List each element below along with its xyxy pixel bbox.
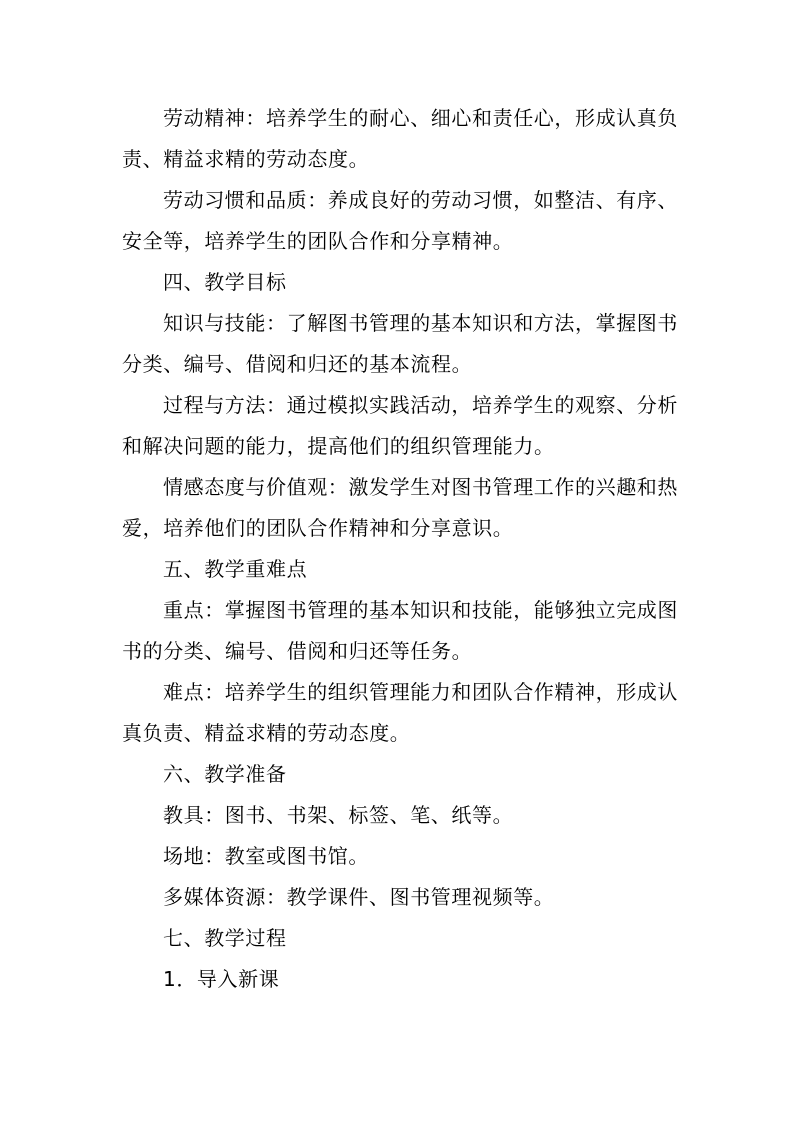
paragraph-venue: 场地：教室或图书馆。 [163,844,369,868]
paragraph-multimedia-resources: 多媒体资源：教学课件、图书管理视频等。 [163,885,555,909]
paragraph-knowledge-skills: 知识与技能：了解图书管理的基本知识和方法，掌握图书分类、编号、借阅和归还的基本流程。 [122,311,678,376]
paragraph-process-methods: 过程与方法：通过模拟实践活动，培养学生的观察、分析和解决问题的能力，提高他们的组织管理能力。 [122,393,678,458]
paragraph-labor-spirit: 劳动精神：培养学生的耐心、细心和责任心，形成认真负责、精益求精的劳动态度。 [122,106,678,171]
document-body [122,98,678,1000]
paragraph-key-points: 重点：掌握图书管理的基本知识和技能，能够独立完成图书的分类、编号、借阅和归还等任务。 [122,598,678,663]
section-heading-teaching-process: 七、教学过程 [163,926,287,950]
section-heading-teaching-goals: 四、教学目标 [163,270,287,294]
section-heading-teaching-preparation: 六、教学准备 [163,762,287,786]
paragraph-attitude-values: 情感态度与价值观：激发学生对图书管理工作的兴趣和热爱，培养他们的团队合作精神和分享意识。 [122,475,678,540]
paragraph-difficult-points: 难点：培养学生的组织管理能力和团队合作精神，形成认真负责、精益求精的劳动态度。 [122,680,678,745]
paragraph-labor-habits: 劳动习惯和品质：养成良好的劳动习惯，如整洁、有序、安全等，培养学生的团队合作和分享精神。 [122,188,678,253]
section-heading-key-difficult-points: 五、教学重难点 [163,557,308,581]
subheading-introduce-new-lesson: 1．导入新课 [163,967,280,991]
paragraph-teaching-aids: 教具：图书、书架、标签、笔、纸等。 [163,803,514,827]
